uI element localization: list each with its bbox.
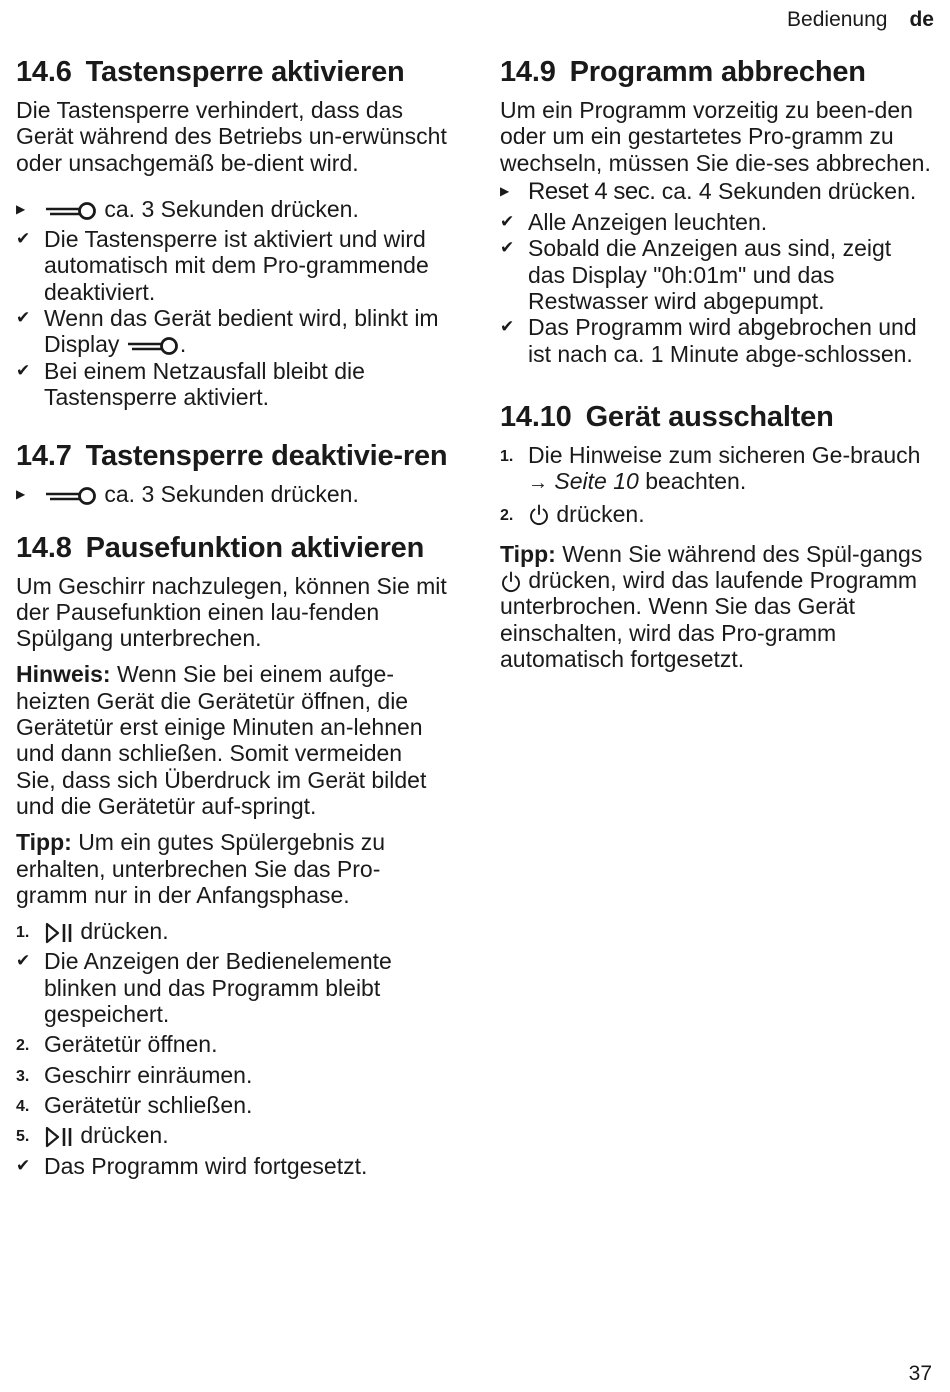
tip-14-10: Tipp: Wenn Sie während des Spül-gangs drücken, wird das laufende Programm unterbrochen. Wenn Sie das Gerät einschalten, wird das Pro-gramm automatisch fortgesetzt. — [500, 540, 923, 673]
result-14-9-3: ✔ Das Programm wird abgebrochen und ist nach ca. 1 Minute abge-schlossen. — [500, 314, 917, 367]
key-lock-icon — [126, 335, 180, 357]
header-language: de — [909, 8, 934, 31]
result-14-9-1: ✔ Alle Anzeigen leuchten. — [500, 209, 768, 236]
steps-14-7 — [16, 481, 448, 507]
result-14-6-2: ✔ Wenn das Gerät bedient wird, blinkt im Display . — [16, 305, 439, 358]
result-14-6-1: ✔ Die Tastensperre ist aktiviert und wird automatisch mit dem Pro-grammende deaktiviert. — [16, 226, 429, 305]
intro-14-8: Um Geschirr nachzulegen, können Sie mit der Pausefunktion einen lau-fenden Spülgang unterbrechen. — [16, 572, 447, 652]
intro-14-6: Die Tastensperre verhindert, dass das Gerät während des Betriebs un-erwünscht oder unsachgemäß be-dient wird. — [16, 97, 447, 176]
result-14-8-2: ✔ Das Programm wird fortgesetzt. — [16, 1152, 368, 1179]
check-icon: ✔ — [16, 360, 31, 380]
header-section: Bedienung — [787, 8, 888, 31]
result-14-6-3: ✔ Bei einem Netzausfall bleibt die Tastensperre aktiviert. — [16, 357, 365, 410]
check-icon: ✔ — [500, 238, 515, 258]
power-icon — [500, 571, 522, 593]
page-header — [787, 8, 934, 32]
key-lock-icon — [44, 200, 98, 222]
page-number: 37 — [908, 1362, 932, 1385]
step-14-8-5: 5. drücken. — [16, 1122, 169, 1149]
left-column — [16, 56, 448, 1185]
step-14-7-1: ▶ ca. 3 Sekunden drücken. — [16, 481, 359, 508]
steps-14-9 — [500, 178, 932, 367]
steps-14-10 — [500, 442, 932, 527]
check-icon: ✔ — [16, 308, 31, 328]
right-column — [500, 56, 932, 682]
heading-14-10: 14.10 Gerät ausschalten — [500, 400, 834, 433]
steps-14-8 — [16, 918, 448, 1179]
triangle-bullet-icon: ▶ — [16, 487, 26, 502]
steps-14-6 — [16, 196, 448, 410]
intro-14-9: Um ein Programm vorzeitig zu been-den oder um ein gestartetes Pro-gramm zu wechseln, müssen Sie die-ses abbrechen. — [500, 97, 931, 176]
heading-14-7: 14.7 Tastensperre deaktivie-ren — [16, 440, 448, 473]
heading-14-8: 14.8 Pausefunktion aktivieren — [16, 531, 425, 564]
page-reference[interactable]: Seite 10 — [554, 468, 639, 495]
play-pause-icon — [44, 1126, 74, 1148]
tip-14-8: Tipp: Um ein gutes Spülergebnis zu erhalten, unterbrechen Sie das Pro-gramm nur in der Anfangsphase. — [16, 829, 386, 908]
step-14-9-1: ▶ Reset 4 sec. ca. 4 Sekunden drücken. — [500, 177, 917, 205]
check-icon: ✔ — [16, 951, 31, 971]
step-14-6-1: ▶ ca. 3 Sekunden drücken. — [16, 195, 359, 222]
hint-14-8: Hinweis: Wenn Sie bei einem aufge-heizten Gerät die Gerätetür öffnen, die Gerätetür erst einige Minuten an-lehnen und dann schließen. Somit vermeiden Sie, dass sich Überdruck im Gerät bildet und die Gerätetür auf-springt. — [16, 661, 427, 819]
step-14-8-3: 3. Geschirr einräumen. — [16, 1061, 253, 1088]
heading-14-6: 14.6 Tastensperre aktivieren — [16, 56, 405, 88]
check-icon: ✔ — [16, 1155, 31, 1175]
triangle-bullet-icon: ▶ — [16, 201, 26, 216]
play-pause-icon — [44, 922, 74, 944]
link-arrow-icon: → — [528, 472, 548, 495]
power-icon — [528, 504, 550, 526]
reset-symbol: Reset 4 sec. — [528, 177, 656, 205]
step-14-10-1: 1. Die Hinweise zum sicheren Ge-brauch → Seite 10 beachten. — [500, 441, 921, 495]
step-14-8-2: 2. Gerätetür öffnen. — [16, 1031, 218, 1058]
check-icon: ✔ — [500, 317, 515, 337]
triangle-bullet-icon: ▶ — [500, 183, 510, 198]
heading-14-9: 14.9 Programm abbrechen — [500, 56, 866, 88]
key-lock-icon — [44, 485, 98, 507]
step-14-8-4: 4. Gerätetür schließen. — [16, 1091, 253, 1118]
step-14-10-2: 2. drücken. — [500, 500, 645, 527]
result-14-8-1: ✔ Die Anzeigen der Bedienelemente blinken und das Programm bleibt gespeichert. — [16, 948, 392, 1028]
check-icon: ✔ — [500, 212, 515, 232]
result-14-9-2: ✔ Sobald die Anzeigen aus sind, zeigt das Display "0h:01m" und das Restwasser wird abgepumpt. — [500, 235, 892, 315]
check-icon: ✔ — [16, 229, 31, 249]
step-14-8-1: 1. drücken. — [16, 918, 169, 945]
